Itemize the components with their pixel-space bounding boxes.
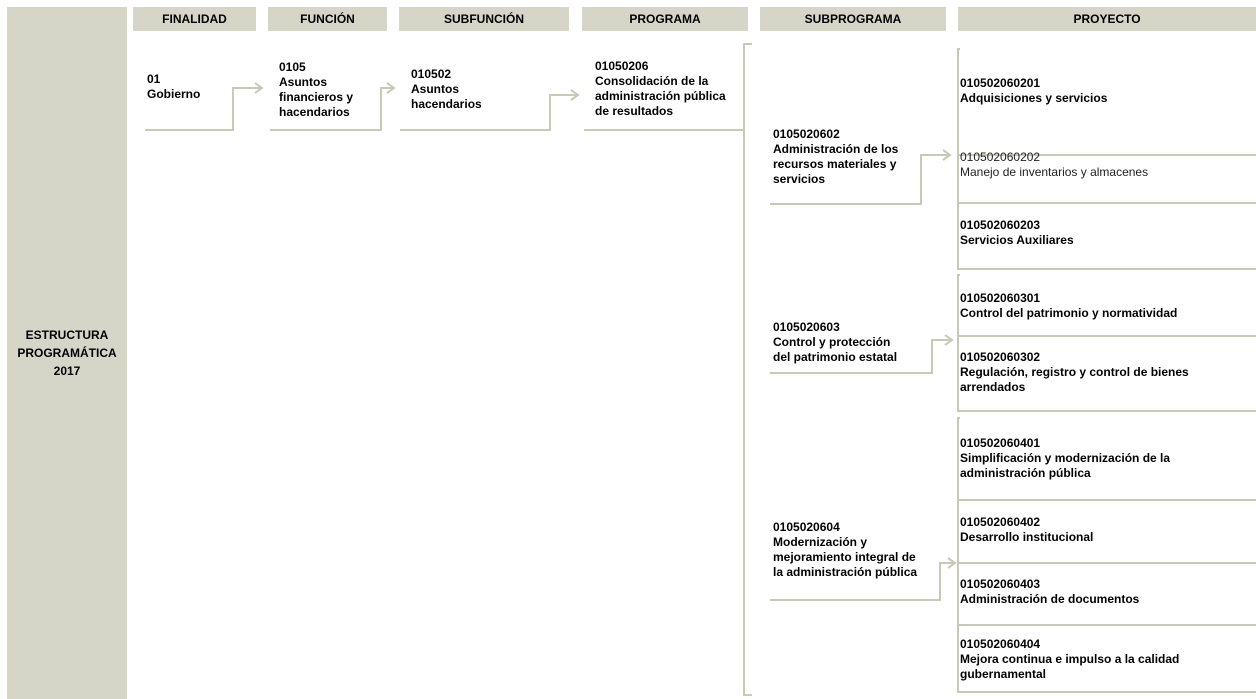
node-code: 0105020602 — [773, 127, 840, 141]
node-label: Asuntos — [279, 75, 327, 89]
node-proyecto-0301 — [960, 291, 1256, 321]
node-code: 0105 — [279, 60, 306, 74]
node-funcion — [279, 60, 353, 120]
node-code: 0105020603 — [773, 320, 840, 334]
node-code: 010502060202 — [960, 150, 1041, 164]
node-code: 010502060301 — [960, 291, 1041, 305]
header-proyecto: PROYECTO — [958, 7, 1256, 31]
node-label: Control del patrimonio y normatividad — [960, 306, 1178, 320]
node-proyecto-0403 — [960, 577, 1256, 607]
node-proyecto-0302 — [960, 350, 1256, 395]
side-title-line: ESTRUCTURA — [25, 328, 109, 342]
node-label: gubernamental — [960, 667, 1047, 681]
header-subprograma: SUBPROGRAMA — [760, 7, 946, 31]
node-label: recursos materiales y — [773, 157, 897, 171]
node-code: 010502060201 — [960, 76, 1041, 90]
node-finalidad — [147, 72, 200, 102]
node-label: servicios — [773, 172, 826, 186]
node-programa — [595, 59, 726, 119]
node-label: Administración de documentos — [960, 592, 1140, 606]
node-label: hacendarios — [279, 105, 350, 119]
node-proyecto-0404 — [960, 637, 1256, 682]
node-label: la administración pública — [773, 565, 918, 579]
node-subfuncion — [411, 67, 482, 112]
node-code: 010502060404 — [960, 637, 1041, 651]
node-label: Gobierno — [147, 87, 201, 101]
node-code: 0105020604 — [773, 520, 840, 534]
node-label: Manejo de inventarios y almacenes — [960, 165, 1149, 179]
node-label: Mejora continua e impulso a la calidad — [960, 652, 1180, 666]
node-label: Regulación, registro y control de bienes — [960, 365, 1189, 379]
side-year: 2017 — [53, 364, 81, 378]
node-label: Modernización y — [773, 535, 868, 549]
side-title-line: PROGRAMÁTICA — [17, 346, 117, 360]
node-label: Simplificación y modernización de la — [960, 451, 1171, 465]
node-label: Asuntos — [411, 82, 459, 96]
header-finalidad: FINALIDAD — [133, 7, 256, 31]
node-code: 01 — [147, 72, 161, 86]
node-subprograma-0602 — [773, 127, 898, 187]
node-code: 010502060203 — [960, 218, 1041, 232]
node-label: mejoramiento integral de — [773, 550, 916, 564]
node-label: hacendarios — [411, 97, 482, 111]
node-label: Control y protección — [773, 335, 891, 349]
node-label: Adquisiciones y servicios — [960, 91, 1108, 105]
header-subfuncion: SUBFUNCIÓN — [399, 7, 569, 31]
header-programa: PROGRAMA — [582, 7, 748, 31]
node-label: Servicios Auxiliares — [960, 233, 1074, 247]
node-code: 010502060302 — [960, 350, 1041, 364]
node-proyecto-0401 — [960, 436, 1256, 481]
node-code: 010502060402 — [960, 515, 1041, 529]
node-subprograma-0603 — [773, 320, 897, 365]
node-proyecto-0202 — [960, 150, 1256, 180]
node-label: Consolidación de la — [595, 74, 709, 88]
node-proyecto-0201 — [960, 76, 1256, 106]
node-label: administración pública — [960, 466, 1091, 480]
node-proyecto-0203 — [960, 218, 1256, 248]
node-label: de resultados — [595, 104, 674, 118]
node-code: 010502 — [411, 67, 452, 81]
node-code: 010502060403 — [960, 577, 1041, 591]
node-label: Desarrollo institucional — [960, 530, 1094, 544]
node-label: administración pública — [595, 89, 726, 103]
node-subprograma-0604 — [773, 520, 917, 580]
node-label: Administración de los — [773, 142, 899, 156]
header-funcion: FUNCIÓN — [268, 7, 387, 31]
node-label: financieros y — [279, 90, 354, 104]
node-label: del patrimonio estatal — [773, 350, 898, 364]
node-code: 01050206 — [595, 59, 649, 73]
node-code: 010502060401 — [960, 436, 1041, 450]
node-proyecto-0402 — [960, 515, 1256, 545]
node-label: arrendados — [960, 380, 1026, 394]
